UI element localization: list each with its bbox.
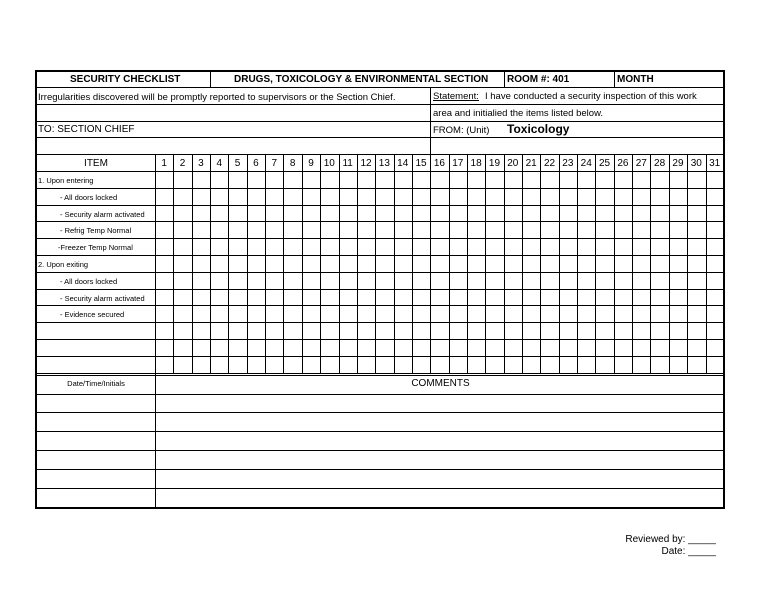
day-number: 18 <box>470 158 482 169</box>
day-number: 13 <box>378 158 390 169</box>
rule-v <box>614 70 615 88</box>
rule-h <box>35 171 725 172</box>
to-section-chief: TO: SECTION CHIEF <box>38 124 135 135</box>
comments-header: COMMENTS <box>411 378 470 389</box>
section-name: DRUGS, TOXICOLOGY & ENVIRONMENTAL SECTION <box>234 74 489 85</box>
rule-h <box>35 488 725 489</box>
rule-h <box>35 356 725 357</box>
checklist-item-label: 1. Upon entering <box>38 176 94 185</box>
day-number: 25 <box>599 158 611 169</box>
checklist-item-label: - Evidence secured <box>60 310 125 320</box>
month-label: MONTH <box>617 74 654 85</box>
checklist-item-label: -Freezer Temp Normal <box>58 243 133 253</box>
rule-h <box>35 412 725 413</box>
day-number: 29 <box>672 158 684 169</box>
rule-h <box>35 188 725 189</box>
statement-line-2: area and initialied the items listed below. <box>433 108 604 119</box>
rule-h <box>35 469 725 470</box>
day-number: 7 <box>271 158 278 169</box>
day-number: 21 <box>525 158 537 169</box>
rule-h <box>35 137 725 138</box>
checklist-item-label: - Security alarm activated <box>60 293 145 303</box>
reviewed-by: Reviewed by: _____ <box>625 534 716 545</box>
review-date: Date: _____ <box>661 546 716 557</box>
from-unit-value: Toxicology <box>507 122 570 136</box>
day-number: 23 <box>562 158 574 169</box>
day-number: 8 <box>289 158 296 169</box>
day-number: 30 <box>690 158 702 169</box>
item-header: ITEM <box>84 158 108 169</box>
form-title: SECURITY CHECKLIST <box>70 74 181 85</box>
day-number: 15 <box>415 158 427 169</box>
day-number: 16 <box>433 158 445 169</box>
from-unit-label: FROM: (Unit) <box>433 125 490 136</box>
rule-h <box>35 121 725 122</box>
checklist-item-label: 2. Upon exiting <box>38 260 89 269</box>
day-number: 9 <box>308 158 314 169</box>
checklist-item-label: - Security alarm activated <box>60 209 145 219</box>
rule-h <box>35 450 725 451</box>
checklist-item-label: - Refrig Temp Normal <box>60 226 132 236</box>
rule-h <box>35 375 725 376</box>
day-number: 22 <box>543 158 556 169</box>
rule-h <box>35 238 725 239</box>
day-number: 14 <box>397 158 409 169</box>
rule-h <box>35 394 725 395</box>
rule-h <box>35 431 725 432</box>
day-number: 12 <box>360 158 372 169</box>
day-number: 4 <box>216 158 222 169</box>
rule-h <box>35 205 725 206</box>
rule-v <box>155 154 156 509</box>
rule-h <box>35 255 725 256</box>
day-number: 24 <box>580 158 592 169</box>
day-number: 11 <box>342 158 353 169</box>
day-number: 28 <box>654 158 666 169</box>
rule-h <box>35 289 725 290</box>
checklist-item-label: - All doors locked <box>60 192 118 202</box>
day-number: 31 <box>709 158 721 169</box>
rule-h <box>35 373 725 374</box>
rule-h <box>35 339 725 340</box>
day-number: 10 <box>323 158 335 169</box>
day-number: 26 <box>617 158 629 169</box>
day-number: 5 <box>234 158 241 169</box>
rule-h <box>35 154 725 155</box>
day-number: 3 <box>198 158 204 169</box>
rule-h <box>35 104 725 105</box>
day-number: 20 <box>507 158 519 169</box>
checklist-item-label: - All doors locked <box>60 276 118 286</box>
rule-h <box>35 305 725 306</box>
rule-h <box>35 87 725 88</box>
day-number: 1 <box>161 158 167 169</box>
statement-label: Statement: <box>433 91 479 102</box>
day-number: 17 <box>452 158 464 169</box>
rule-h <box>35 322 725 323</box>
rule-h <box>35 272 725 273</box>
day-number: 2 <box>179 158 186 169</box>
day-number: 19 <box>488 158 501 169</box>
rule-h <box>35 221 725 222</box>
rule-v <box>504 70 505 88</box>
statement-line-1: I have conducted a security inspection of this work <box>485 91 697 102</box>
irregularities-notice: Irregularities discovered will be promptly reported to supervisors or the Section Chief. <box>38 92 396 103</box>
date-time-initials-header: Date/Time/Initials <box>67 379 125 388</box>
room-number: ROOM #: 401 <box>507 74 570 85</box>
day-number: 27 <box>635 158 647 169</box>
rule-v <box>210 70 211 88</box>
day-number: 6 <box>253 158 259 169</box>
